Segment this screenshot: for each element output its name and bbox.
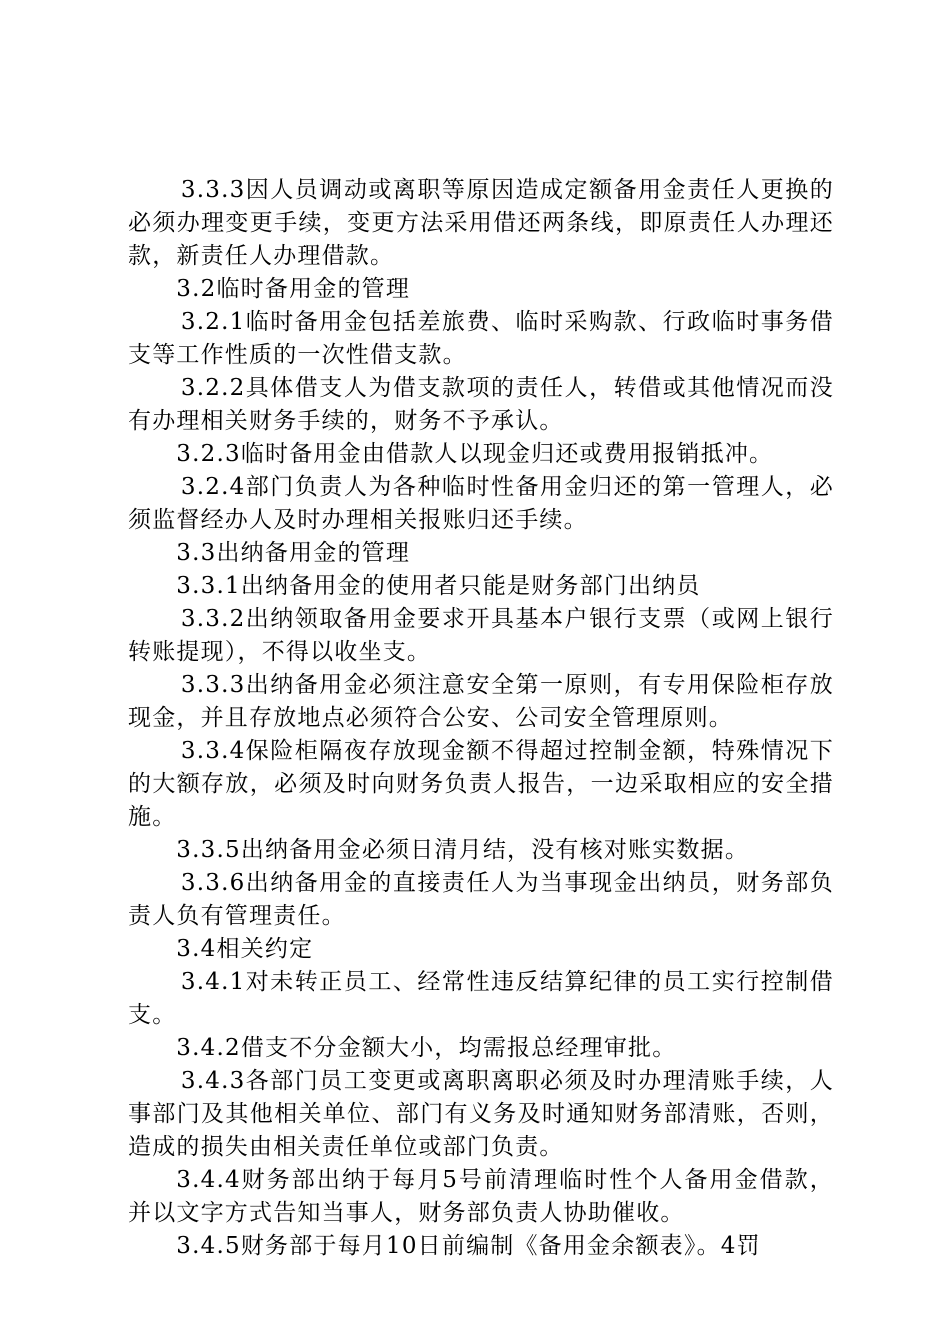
paragraph-3-3-3-transfer: 3.3.3因人员调动或离职等原因造成定额备用金责任人更换的必须办理变更手续，变更方法采用借还两条线，即原责任人办理还款，新责任人办理借款。 <box>128 177 834 269</box>
paragraph-3-3-4: 3.3.4保险柜隔夜存放现金额不得超过控制金额，特殊情况下的大额存放，必须及时向财务负责人报告，一边采取相应的安全措施。 <box>128 738 834 830</box>
document-body <box>128 174 834 1263</box>
section-heading-3-2: 3.2临时备用金的管理 <box>176 276 411 302</box>
paragraph-3-4-2: 3.4.2借支不分金额大小，均需报总经理审批。 <box>176 1035 677 1061</box>
paragraph-3-4-3: 3.4.3各部门员工变更或离职离职必须及时办理清账手续，人事部门及其他相关单位、部门有义务及时通知财务部清账，否则，造成的损失由相关责任单位或部门负责。 <box>128 1068 834 1160</box>
paragraph-3-3-5: 3.3.5出纳备用金必须日清月结，没有核对账实数据。 <box>176 837 750 863</box>
paragraph-3-4-1: 3.4.1对未转正员工、经常性违反结算纪律的员工实行控制借支。 <box>128 969 834 1028</box>
section-heading-3-4: 3.4相关约定 <box>176 936 314 962</box>
paragraph-3-3-3: 3.3.3出纳备用金必须注意安全第一原则，有专用保险柜存放现金，并且存放地点必须符合公安、公司安全管理原则。 <box>128 672 834 731</box>
paragraph-3-3-2: 3.3.2出纳领取备用金要求开具基本户银行支票（或网上银行转账提现），不得以收坐支。 <box>128 606 834 665</box>
paragraph-3-2-4: 3.2.4部门负责人为各种临时性备用金归还的第一管理人，必须监督经办人及时办理相关报账归还手续。 <box>128 474 834 533</box>
paragraph-3-3-1: 3.3.1出纳备用金的使用者只能是财务部门出纳员 <box>176 573 701 599</box>
paragraph-3-2-1: 3.2.1临时备用金包括差旅费、临时采购款、行政临时事务借支等工作性质的一次性借支款。 <box>128 309 834 368</box>
paragraph-3-4-5: 3.4.5财务部于每月10日前编制《备用金余额表》。4罚 <box>176 1233 761 1259</box>
paragraph-3-2-2: 3.2.2具体借支人为借支款项的责任人，转借或其他情况而没有办理相关财务手续的，财务不予承认。 <box>128 375 834 434</box>
paragraph-3-2-3: 3.2.3临时备用金由借款人以现金归还或费用报销抵冲。 <box>176 441 774 467</box>
paragraph-3-4-4: 3.4.4财务部出纳于每月5号前清理临时性个人备用金借款，并以文字方式告知当事人，财务部负责人协助催收。 <box>128 1167 834 1226</box>
paragraph-3-3-6: 3.3.6出纳备用金的直接责任人为当事现金出纳员，财务部负责人负有管理责任。 <box>128 870 834 929</box>
section-heading-3-3: 3.3出纳备用金的管理 <box>176 540 411 566</box>
